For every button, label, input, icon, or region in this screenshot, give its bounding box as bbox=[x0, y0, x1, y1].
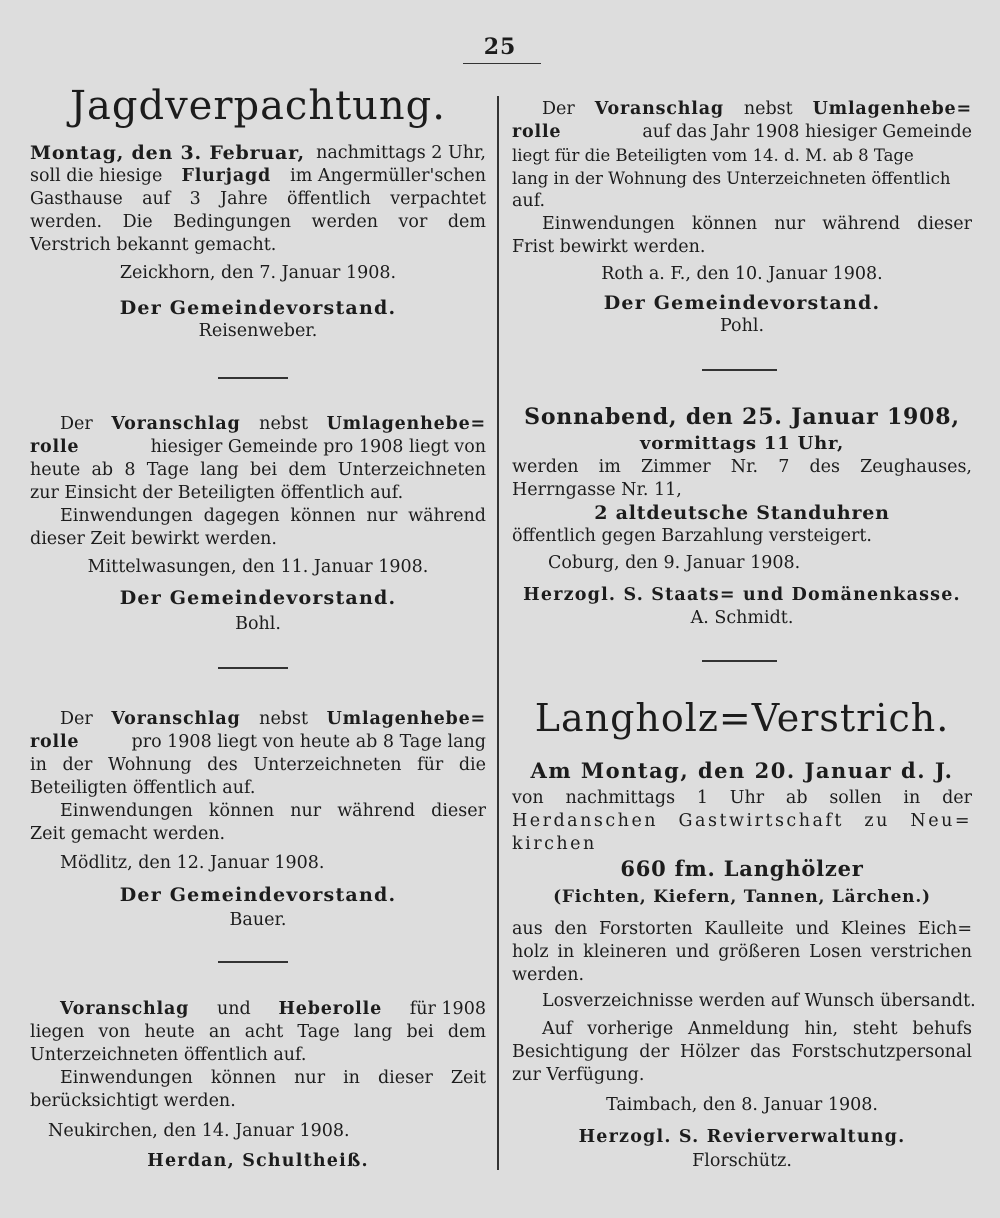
notice-line bbox=[30, 708, 486, 731]
text: pro 1908 liegt von heute ab 8 Tage lang bbox=[131, 732, 486, 752]
notice-title-jagdverpachtung: Jagdverpachtung. bbox=[69, 83, 447, 129]
column-divider bbox=[497, 96, 499, 1170]
notice-line: Verstrich bekannt gemacht. bbox=[30, 235, 277, 255]
text: nebst bbox=[259, 709, 309, 729]
auction-date-heading: Sonnabend, den 25. Januar 1908, bbox=[524, 404, 960, 430]
separator-rule bbox=[702, 369, 777, 371]
notice-line: Einwendungen können nur in dieser Zeit bbox=[60, 1068, 486, 1088]
notice-line: Zeit gemacht werden. bbox=[30, 824, 226, 844]
text: im Angermüller'schen bbox=[290, 166, 486, 186]
notice-line bbox=[512, 121, 972, 144]
emphasis-text: Voranschlag bbox=[111, 709, 241, 729]
notice-line: Unterzeichneten öffentlich auf. bbox=[30, 1045, 307, 1065]
signatory-name: Pohl. bbox=[719, 316, 765, 336]
notice-line bbox=[30, 165, 486, 188]
emphasis-text: rolle bbox=[30, 437, 80, 457]
text: für 1908 bbox=[409, 999, 486, 1019]
text: nebst bbox=[743, 99, 793, 119]
signatory-name: Reisenweber. bbox=[198, 321, 318, 341]
notice-line: Einwendungen können nur während dieser bbox=[542, 214, 972, 234]
signatory-name: A. Schmidt. bbox=[690, 608, 794, 628]
signatory-name: Bauer. bbox=[229, 910, 287, 930]
text: Der bbox=[60, 414, 93, 434]
authority-signature: Der Gemeindevorstand. bbox=[119, 297, 397, 319]
authority-signature: Herzogl. S. Revierverwaltung. bbox=[578, 1127, 906, 1147]
place-date: Roth a. F., den 10. Januar 1908. bbox=[601, 264, 883, 284]
notice-line bbox=[30, 731, 486, 754]
signatory-name: Bohl. bbox=[235, 614, 281, 634]
text: Der bbox=[60, 709, 93, 729]
authority-signature: Der Gemeindevorstand. bbox=[119, 587, 397, 609]
page-number-rule bbox=[463, 63, 541, 64]
notice-line: Einwendungen dagegen können nur während bbox=[60, 506, 486, 526]
notice-line: werden. bbox=[512, 965, 585, 985]
signatory-name: Herdan, Schultheiß. bbox=[147, 1151, 369, 1171]
separator-rule bbox=[702, 660, 777, 662]
notice-line: von nachmittags 1 Uhr ab sollen in der bbox=[512, 788, 972, 808]
emphasis-text: Umlagenhebe= bbox=[812, 99, 972, 119]
separator-rule bbox=[218, 377, 288, 379]
emphasis-text: Flurjagd bbox=[181, 166, 272, 186]
notice-line: Besichtigung der Hölzer das Forstschutzpersonal bbox=[512, 1042, 972, 1062]
notice-line: zur Verfügung. bbox=[512, 1065, 645, 1085]
notice-line: liegt für die Beteiligten vom 14. d. M. ab 8 Tage bbox=[512, 146, 914, 165]
text: hiesiger Gemeinde pro 1908 liegt von bbox=[150, 437, 486, 457]
place-date: Taimbach, den 8. Januar 1908. bbox=[606, 1095, 878, 1115]
place-date: Mittelwasungen, den 11. Januar 1908. bbox=[87, 557, 429, 577]
notice-line: lang in der Wohnung des Unterzeichneten öffentlich bbox=[512, 169, 951, 188]
auction-date-heading: Am Montag, den 20. Januar d. J. bbox=[530, 758, 954, 783]
emphasis-text: Heberolle bbox=[278, 999, 382, 1019]
text: auf das Jahr 1908 hiesiger Gemeinde bbox=[642, 122, 972, 142]
notice-line bbox=[30, 413, 486, 436]
emphasis-text: Voranschlag bbox=[594, 99, 724, 119]
lot-quantity: 660 fm. Langhölzer bbox=[620, 856, 864, 881]
signatory-name: Florschütz. bbox=[692, 1151, 792, 1171]
place-date: Neukirchen, den 14. Januar 1908. bbox=[48, 1121, 350, 1141]
text: und bbox=[216, 999, 251, 1019]
notice-line: Losverzeichnisse werden auf Wunsch übersandt. bbox=[542, 991, 976, 1011]
emphasis-text: Voranschlag bbox=[60, 999, 190, 1019]
notice-line: holz in kleineren und größeren Losen verstrichen bbox=[512, 942, 972, 962]
page-number: 25 bbox=[483, 34, 517, 60]
notice-line: Auf vorherige Anmeldung hin, steht behufs bbox=[542, 1019, 972, 1039]
notice-title-langholz: Langholz=Verstrich. bbox=[534, 696, 950, 740]
auction-time: vormittags 11 Uhr, bbox=[639, 433, 845, 454]
notice-line bbox=[30, 436, 486, 459]
notice-line: Herdanschen Gastwirtschaft zu Neu= bbox=[512, 811, 972, 831]
notice-line bbox=[30, 998, 486, 1021]
text: Der bbox=[542, 99, 575, 119]
notice-line: heute ab 8 Tage lang bei dem Unterzeichneten bbox=[30, 460, 486, 480]
place-date: Mödlitz, den 12. Januar 1908. bbox=[60, 853, 325, 873]
wood-species: (Fichten, Kiefern, Tannen, Lärchen.) bbox=[553, 887, 931, 907]
notice-line: auf. bbox=[512, 191, 546, 211]
emphasis-text: Voranschlag bbox=[111, 414, 241, 434]
notice-line: liegen von heute an acht Tage lang bei dem bbox=[30, 1022, 486, 1042]
text: nebst bbox=[259, 414, 309, 434]
notice-line: werden im Zimmer Nr. 7 des Zeughauses, bbox=[512, 457, 972, 477]
notice-line: zur Einsicht der Beteiligten öffentlich auf. bbox=[30, 483, 404, 503]
notice-line: Einwendungen können nur während dieser bbox=[60, 801, 486, 821]
notice-line: Frist bewirkt werden. bbox=[512, 237, 706, 257]
authority-signature: Herzogl. S. Staats= und Domänenkasse. bbox=[523, 585, 961, 605]
notice-line: in der Wohnung des Unterzeichneten für die bbox=[30, 755, 486, 775]
authority-signature: Der Gemeindevorstand. bbox=[603, 292, 881, 314]
notice-line: Herrngasse Nr. 11, bbox=[512, 480, 682, 500]
authority-signature: Der Gemeindevorstand. bbox=[119, 884, 397, 906]
emphasis-text: rolle bbox=[512, 122, 562, 142]
notice-line bbox=[30, 142, 486, 165]
notice-line bbox=[512, 98, 972, 121]
emphasis-text: Umlagenhebe= bbox=[326, 414, 486, 434]
emphasis-text: Umlagenhebe= bbox=[326, 709, 486, 729]
separator-rule bbox=[218, 961, 288, 963]
notice-line: werden. Die Bedingungen werden vor dem bbox=[30, 212, 486, 232]
text: nachmittags 2 Uhr, bbox=[316, 143, 486, 163]
notice-line: Beteiligten öffentlich auf. bbox=[30, 778, 256, 798]
auction-item: 2 altdeutsche Standuhren bbox=[594, 502, 890, 524]
notice-line: aus den Forstorten Kaulleite und Kleines Eich= bbox=[512, 919, 972, 939]
separator-rule bbox=[218, 667, 288, 669]
notice-line: öffentlich gegen Barzahlung versteigert. bbox=[512, 526, 872, 546]
notice-line: berücksichtigt werden. bbox=[30, 1091, 236, 1111]
emphasis-text: rolle bbox=[30, 732, 80, 752]
notice-line: dieser Zeit bewirkt werden. bbox=[30, 529, 277, 549]
notice-line: Gasthause auf 3 Jahre öffentlich verpachtet bbox=[30, 189, 486, 209]
place-date: Zeickhorn, den 7. Januar 1908. bbox=[119, 263, 397, 283]
emphasis-text: Montag, den 3. Februar, bbox=[30, 142, 305, 164]
place-date: Coburg, den 9. Januar 1908. bbox=[548, 553, 801, 573]
text: soll die hiesige bbox=[30, 166, 163, 186]
notice-line: kirchen bbox=[512, 834, 597, 854]
